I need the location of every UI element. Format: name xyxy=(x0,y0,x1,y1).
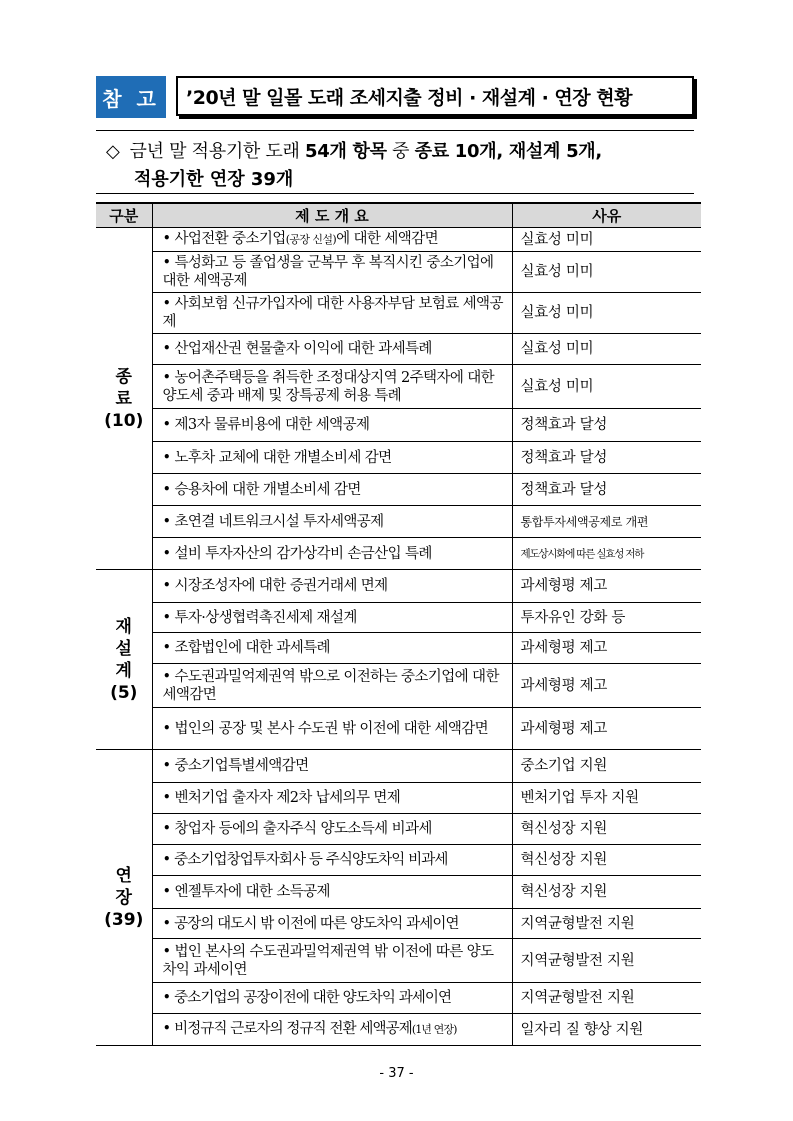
bullet-icon: • xyxy=(162,884,171,900)
bullet-icon: • xyxy=(162,758,171,774)
row-reason: 정책효과 달성 xyxy=(512,442,701,474)
row-reason: 정책효과 달성 xyxy=(512,409,701,442)
summary-line-2 xyxy=(134,165,293,191)
bullet-icon: • xyxy=(162,369,171,386)
bullet-icon: • xyxy=(162,943,171,960)
row-description: • 노후차 교체에 대한 개별소비세 감면 xyxy=(152,442,512,474)
row-reason: 통합투자세액공제로 개편 xyxy=(512,506,701,538)
table-row xyxy=(96,442,701,474)
table-row xyxy=(96,365,701,409)
row-reason: 실효성 미미 xyxy=(512,228,701,252)
row-reason: 제도상시화에 따른 실효성 저하 xyxy=(512,538,701,570)
row-description: • 비정규직 근로자의 정규직 전환 세액공제(1년 연장) xyxy=(152,1014,512,1046)
bullet-icon: • xyxy=(162,668,171,685)
row-reason: 과세형평 제고 xyxy=(512,570,701,603)
reference-tag: 참 고 xyxy=(96,76,166,118)
table-row xyxy=(96,845,701,876)
bullet-icon: • xyxy=(162,417,171,433)
page-title: ’20년 말 일몰 도래 조세지출 정비 · 재설계 · 연장 현황 xyxy=(176,76,694,116)
row-reason: 투자유인 강화 등 xyxy=(512,603,701,633)
table-row xyxy=(96,750,701,783)
row-description: • 중소기업특별세액감면 xyxy=(152,750,512,783)
category-termination xyxy=(96,228,152,570)
row-reason: 혁신성장 지원 xyxy=(512,845,701,876)
table-row xyxy=(96,474,701,506)
tax-expenditure-table xyxy=(96,202,701,1046)
row-reason: 정책효과 달성 xyxy=(512,474,701,506)
row-reason: 과세형평 제고 xyxy=(512,664,701,708)
table-row xyxy=(96,633,701,664)
table-row xyxy=(96,983,701,1014)
table-row xyxy=(96,252,701,293)
bullet-icon: • xyxy=(162,231,171,247)
table-row xyxy=(96,939,701,983)
row-description: • 투자·상생협력촉진세제 재설계 xyxy=(152,603,512,633)
row-description: • 엔젤투자에 대한 소득공제 xyxy=(152,876,512,909)
summary-pre: 금년 말 적용기한 도래 xyxy=(129,141,300,162)
table-row xyxy=(96,876,701,909)
table-row xyxy=(96,909,701,939)
row-reason: 실효성 미미 xyxy=(512,365,701,409)
bullet-icon: • xyxy=(162,915,171,932)
row-description: • 법인의 공장 및 본사 수도권 밖 이전에 대한 세액감면 xyxy=(152,708,512,750)
table-row xyxy=(96,570,701,603)
table-row xyxy=(96,228,701,252)
row-reason: 과세형평 제고 xyxy=(512,633,701,664)
table-row xyxy=(96,708,701,750)
row-reason: 벤처기업 투자 지원 xyxy=(512,783,701,814)
row-reason: 실효성 미미 xyxy=(512,293,701,334)
row-reason: 혁신성장 지원 xyxy=(512,876,701,909)
diamond-icon: ◇ xyxy=(106,141,120,162)
bullet-icon: • xyxy=(162,640,171,656)
row-description: • 설비 투자자산의 감가상각비 손금산입 특례 xyxy=(152,538,512,570)
row-reason: 중소기업 지원 xyxy=(512,750,701,783)
bullet-icon: • xyxy=(162,513,171,530)
category-redesign xyxy=(96,570,152,750)
row-description: • 사업전환 중소기업(공장 신설)에 대한 세액감면 xyxy=(152,228,512,252)
header-category: 구분 xyxy=(96,203,152,228)
header-reason: 사유 xyxy=(512,203,701,228)
row-description: • 산업재산권 현물출자 이익에 대한 과세특례 xyxy=(152,334,512,365)
category-label: 재 설 계 (5) xyxy=(110,616,138,703)
category-label: 종 료 (10) xyxy=(104,366,144,431)
table-header-row xyxy=(96,203,701,228)
row-description: • 중소기업의 공장이전에 대한 양도차익 과세이연 xyxy=(152,983,512,1014)
table-row xyxy=(96,506,701,538)
bullet-icon: • xyxy=(162,296,171,312)
summary-box xyxy=(96,130,694,194)
row-description: • 시장조성자에 대한 증권거래세 면제 xyxy=(152,570,512,603)
bullet-icon: • xyxy=(162,481,171,498)
row-description: • 법인 본사의 수도권과밀억제권역 밖 이전에 따른 양도차익 과세이연 xyxy=(152,939,512,983)
row-reason: 지역균형발전 지원 xyxy=(512,983,701,1014)
table-row xyxy=(96,1014,701,1046)
bullet-icon: • xyxy=(162,545,171,562)
bullet-icon: • xyxy=(162,852,171,868)
table-row xyxy=(96,814,701,845)
row-description: • 승용차에 대한 개별소비세 감면 xyxy=(152,474,512,506)
row-description: • 창업자 등에의 출자주식 양도소득세 비과세 xyxy=(152,814,512,845)
row-description: • 조합법인에 대한 과세특례 xyxy=(152,633,512,664)
row-description: • 특성화고 등 졸업생을 군복무 후 복직시킨 중소기업에 대한 세액공제 xyxy=(152,252,512,293)
row-description: • 수도권과밀억제권역 밖으로 이전하는 중소기업에 대한 세액감면 xyxy=(152,664,512,708)
header-overview: 제 도 개 요 xyxy=(152,203,512,228)
bullet-icon: • xyxy=(162,821,171,837)
summary-mid: 중 xyxy=(392,141,410,162)
table-row xyxy=(96,783,701,814)
table-row xyxy=(96,664,701,708)
row-description: • 제3자 물류비용에 대한 세액공제 xyxy=(152,409,512,442)
page-number: - 37 - xyxy=(379,1066,414,1081)
bullet-icon: • xyxy=(162,449,171,466)
bullet-icon: • xyxy=(162,578,171,594)
row-description: • 사회보험 신규가입자에 대한 사용자부담 보험료 세액공제 xyxy=(152,293,512,334)
row-description: • 초연결 네트워크시설 투자세액공제 xyxy=(152,506,512,538)
category-label: 연 장 (39) xyxy=(104,865,144,930)
row-reason: 지역균형발전 지원 xyxy=(512,909,701,939)
row-description: • 공장의 대도시 밖 이전에 따른 양도차익 과세이연 xyxy=(152,909,512,939)
row-reason: 일자리 질 향상 지원 xyxy=(512,1014,701,1046)
row-reason: 실효성 미미 xyxy=(512,252,701,293)
bullet-icon: • xyxy=(162,720,171,737)
bullet-icon: • xyxy=(162,1021,171,1037)
table-row xyxy=(96,603,701,633)
row-reason: 실효성 미미 xyxy=(512,334,701,365)
summary-line-1 xyxy=(106,137,602,163)
table-row xyxy=(96,293,701,334)
table-row xyxy=(96,334,701,365)
row-reason: 지역균형발전 지원 xyxy=(512,939,701,983)
bullet-icon: • xyxy=(162,990,171,1006)
row-reason: 과세형평 제고 xyxy=(512,708,701,750)
summary-total: 54개 항목 xyxy=(305,141,387,162)
bullet-icon: • xyxy=(162,609,171,626)
bullet-icon: • xyxy=(162,255,171,271)
row-description: • 벤처기업 출자자 제2차 납세의무 면제 xyxy=(152,783,512,814)
table-row xyxy=(96,538,701,570)
category-extension xyxy=(96,750,152,1046)
summary-counts: 종료 10개, 재설계 5개, xyxy=(414,141,602,162)
row-description: • 중소기업창업투자회사 등 주식양도차익 비과세 xyxy=(152,845,512,876)
row-reason: 혁신성장 지원 xyxy=(512,814,701,845)
summary-extension: 적용기한 연장 39개 xyxy=(134,169,294,190)
table-row xyxy=(96,409,701,442)
bullet-icon: • xyxy=(162,790,171,806)
row-description: • 농어촌주택등을 취득한 조정대상지역 2주택자에 대한 양도세 중과 배제 및 장특공제 허용 특례 xyxy=(152,365,512,409)
bullet-icon: • xyxy=(162,341,171,357)
